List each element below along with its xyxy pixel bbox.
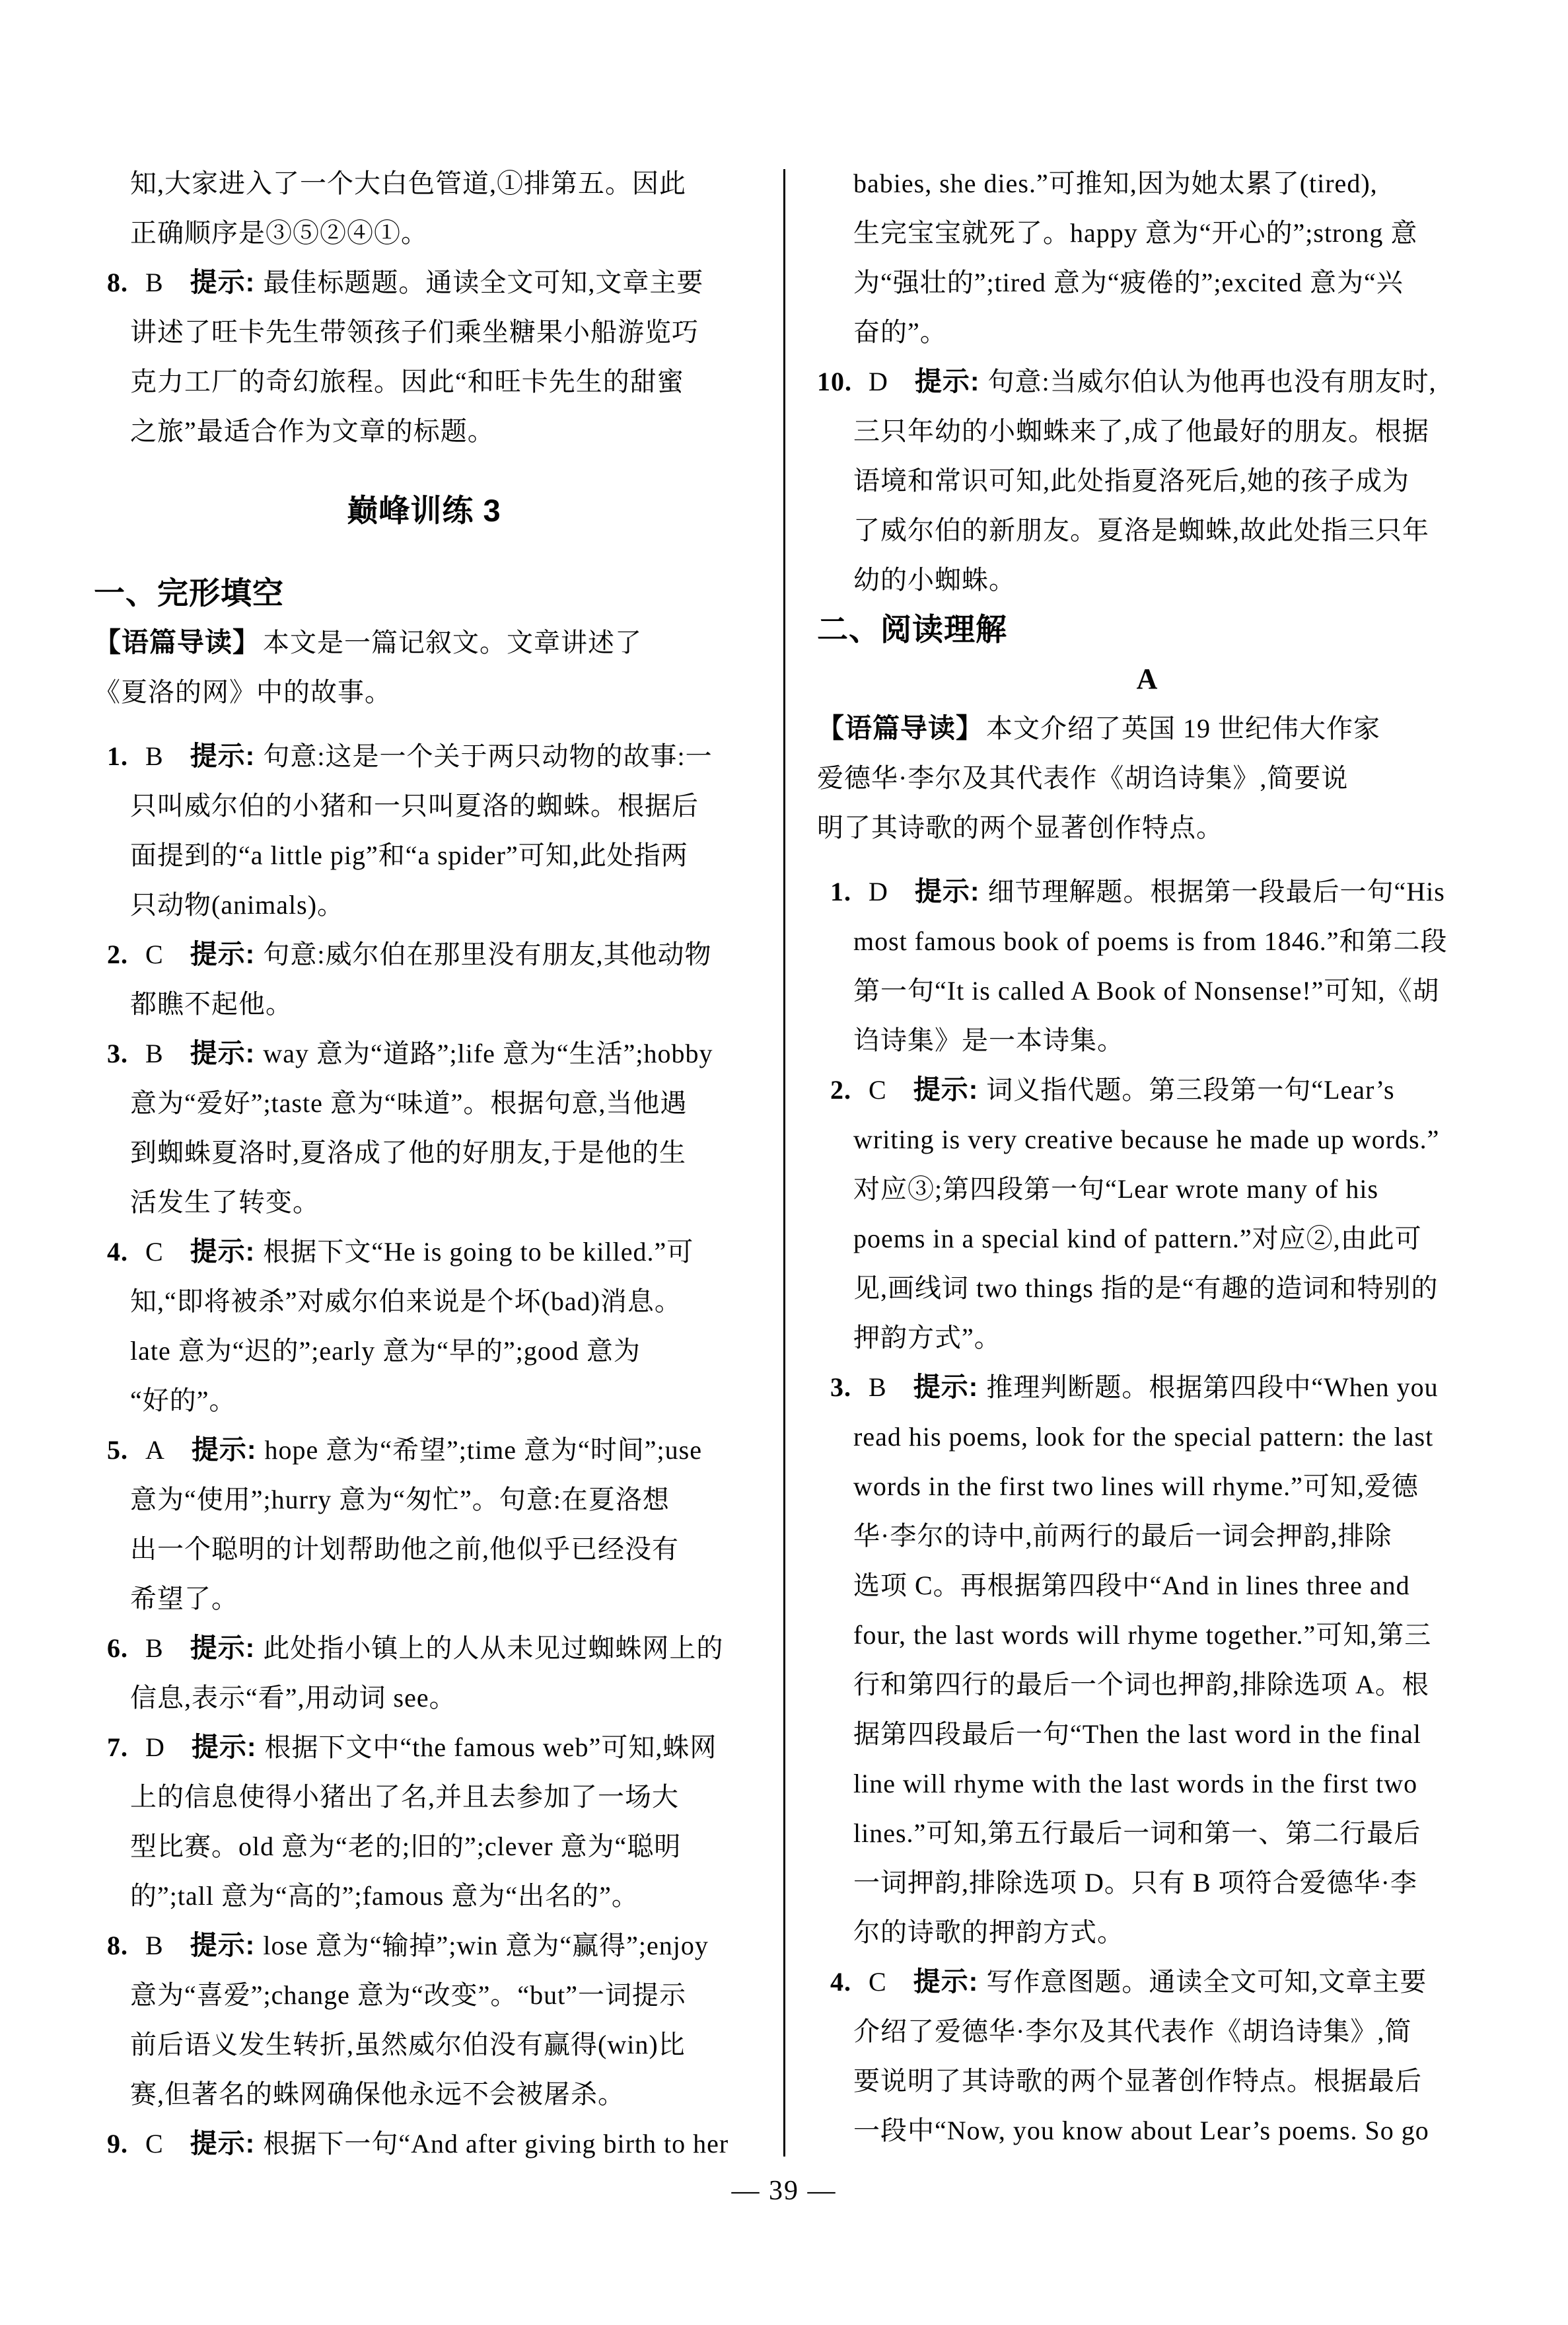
item-number: 6. bbox=[107, 1633, 128, 1663]
text-line bbox=[94, 1623, 754, 1673]
text-line: “好的”。 bbox=[130, 1385, 236, 1415]
text-line: most famous book of poems is from 1846.”和第二段 bbox=[853, 926, 1448, 956]
hint-label: 提示: bbox=[914, 876, 980, 906]
text-line: 信息,表示“看”,用动词 see。 bbox=[130, 1683, 456, 1713]
explanation-text: 本文是一篇记叙文。文章讲述了 bbox=[263, 628, 642, 657]
text-line: line will rhyme with the last words in the first two bbox=[853, 1769, 1418, 1798]
item-number: 7. bbox=[107, 1732, 128, 1762]
column-divider-line bbox=[783, 169, 785, 2157]
right-column bbox=[817, 159, 1478, 2155]
answer-item bbox=[94, 1623, 754, 1722]
text-line: 意为“使用”;hurry 意为“匆忙”。句意:在夏洛想 bbox=[130, 1485, 670, 1514]
answer-letter: B bbox=[869, 1372, 887, 1402]
text-line bbox=[817, 1362, 1478, 1412]
text-line: writing is very creative because he made up words.” bbox=[853, 1125, 1440, 1154]
explanation-text: 此处指小镇上的人从未见过蜘蛛网上的 bbox=[263, 1633, 724, 1663]
text-line: 对应③;第四段第一句“Lear wrote many of his bbox=[853, 1174, 1379, 1204]
text-line: 型比赛。old 意为“老的;旧的”;clever 意为“聪明 bbox=[130, 1831, 682, 1861]
text-line: 诌诗集》是一本诗集。 bbox=[853, 1025, 1124, 1055]
left-column bbox=[94, 159, 754, 2168]
hint-label: 提示: bbox=[913, 1372, 979, 1402]
explanation-text: 句意:这是一个关于两只动物的故事:一 bbox=[263, 741, 713, 771]
continuation-paragraph bbox=[817, 159, 1478, 357]
answer-letter: B bbox=[145, 268, 164, 297]
text-line: 意为“喜爱”;change 意为“改变”。“but”一词提示 bbox=[130, 1980, 687, 2010]
answer-item bbox=[94, 1722, 754, 1921]
text-line: 《夏洛的网》中的故事。 bbox=[94, 677, 392, 707]
hint-label: 提示: bbox=[190, 741, 256, 771]
text-line: poems in a special kind of pattern.”对应②,由此可 bbox=[853, 1224, 1422, 1253]
text-line: 尔的诗歌的押韵方式。 bbox=[853, 1917, 1124, 1947]
explanation-text: hope 意为“希望”;time 意为“时间”;use bbox=[264, 1435, 702, 1465]
text-line: 出一个聪明的计划帮助他之前,他似乎已经没有 bbox=[130, 1534, 679, 1564]
answer-item bbox=[94, 258, 754, 456]
text-line bbox=[94, 258, 754, 307]
answer-letter: B bbox=[145, 741, 164, 771]
text-line: 活发生了转变。 bbox=[130, 1187, 320, 1217]
text-line bbox=[94, 731, 754, 781]
intro-label: 【语篇导读】 bbox=[94, 627, 260, 657]
text-line: 面提到的“a little pig”和“a spider”可知,此处指两 bbox=[130, 840, 688, 870]
answer-letter: B bbox=[145, 1633, 164, 1663]
answer-item bbox=[94, 1921, 754, 2119]
answer-letter: A bbox=[145, 1435, 165, 1465]
text-line: 意为“爱好”;taste 意为“味道”。根据句意,当他遇 bbox=[130, 1088, 688, 1118]
text-line: 三只年幼的小蜘蛛来了,成了他最好的朋友。根据 bbox=[853, 416, 1429, 446]
answer-letter: C bbox=[869, 1075, 887, 1105]
item-number: 4. bbox=[830, 1967, 851, 1997]
text-line: 介绍了爱德华·李尔及其代表作《胡诌诗集》,简 bbox=[853, 2016, 1412, 2046]
hint-label: 提示: bbox=[191, 1732, 257, 1762]
text-line: 讲述了旺卡先生带领孩子们乘坐糖果小船游览巧 bbox=[130, 317, 699, 347]
text-line: 之旅”最适合作为文章的标题。 bbox=[130, 416, 495, 446]
hint-label: 提示: bbox=[190, 939, 256, 969]
item-number: 10. bbox=[817, 367, 852, 396]
text-line bbox=[94, 1921, 754, 1970]
answer-item bbox=[94, 2119, 754, 2168]
explanation-text: 细节理解题。根据第一段最后一句“His bbox=[987, 877, 1445, 906]
item-number: 3. bbox=[107, 1039, 128, 1068]
explanation-text: 本文介绍了英国 19 世纪伟大作家 bbox=[986, 714, 1380, 743]
text-line bbox=[94, 2119, 754, 2168]
hint-label: 提示: bbox=[190, 1236, 256, 1267]
text-line bbox=[817, 357, 1478, 406]
text-line: 奋的”。 bbox=[853, 317, 947, 347]
item-number: 1. bbox=[830, 877, 851, 906]
text-line: 了威尔伯的新朋友。夏洛是蜘蛛,故此处指三只年 bbox=[853, 515, 1429, 545]
text-line: 希望了。 bbox=[130, 1584, 238, 1613]
hint-label: 提示: bbox=[190, 2128, 256, 2159]
continuation-paragraph bbox=[94, 159, 754, 258]
section-heading: 一、完形填空 bbox=[94, 575, 284, 610]
text-line: lines.”可知,第五行最后一词和第一、第二行最后 bbox=[853, 1818, 1421, 1848]
explanation-text: 词义指代题。第三段第一句“Lear’s bbox=[986, 1075, 1395, 1105]
text-line bbox=[94, 930, 754, 979]
answer-item bbox=[817, 1362, 1478, 1957]
item-number: 4. bbox=[107, 1237, 128, 1267]
hint-label: 提示: bbox=[191, 1434, 257, 1465]
answer-letter: D bbox=[869, 877, 888, 906]
text-line: read his poems, look for the special pattern: the last bbox=[853, 1422, 1434, 1452]
text-line: 知,“即将被杀”对威尔伯来说是个坏(bad)消息。 bbox=[130, 1286, 682, 1316]
answer-letter: C bbox=[869, 1967, 887, 1997]
item-number: 1. bbox=[107, 741, 128, 771]
explanation-text: 根据下文中“the famous web”可知,蛛网 bbox=[264, 1732, 717, 1762]
explanation-text: 写作意图题。通读全文可知,文章主要 bbox=[986, 1967, 1427, 1997]
text-line: 行和第四行的最后一个词也押韵,排除选项 A。根 bbox=[853, 1670, 1429, 1699]
explanation-text: 推理判断题。根据第四段中“When you bbox=[986, 1372, 1439, 1402]
answer-letter: D bbox=[145, 1732, 165, 1762]
item-number: 8. bbox=[107, 268, 128, 297]
text-line: 见,画线词 two things 指的是“有趣的造词和特别的 bbox=[853, 1273, 1439, 1303]
hint-label: 提示: bbox=[913, 1074, 979, 1105]
text-line: 生完宝宝就死了。happy 意为“开心的”;strong 意 bbox=[853, 218, 1418, 248]
text-line: 明了其诗歌的两个显著创作特点。 bbox=[817, 813, 1223, 842]
text-line: 幼的小蜘蛛。 bbox=[853, 565, 1016, 595]
text-line: four, the last words will rhyme together.”可知,第三 bbox=[853, 1620, 1432, 1650]
answer-letter: C bbox=[145, 1237, 164, 1267]
text-line: 正确顺序是③⑤②④①。 bbox=[130, 218, 428, 248]
text-line bbox=[94, 1029, 754, 1078]
answer-item bbox=[817, 1065, 1478, 1362]
text-line: 一段中“Now, you know about Lear’s poems. So go bbox=[853, 2116, 1429, 2145]
answer-item bbox=[817, 867, 1478, 1065]
text-line: 选项 C。再根据第四段中“And in lines three and bbox=[853, 1570, 1410, 1600]
answer-item bbox=[94, 1029, 754, 1227]
text-line: 都瞧不起他。 bbox=[130, 989, 293, 1019]
answer-letter: C bbox=[145, 940, 164, 969]
text-line: 为“强壮的”;tired 意为“疲倦的”;excited 意为“兴 bbox=[853, 268, 1404, 297]
explanation-text: 最佳标题题。通读全文可知,文章主要 bbox=[263, 268, 704, 297]
text-line: 爱德华·李尔及其代表作《胡诌诗集》,简要说 bbox=[817, 763, 1349, 793]
text-line bbox=[94, 1227, 754, 1276]
passage-intro bbox=[94, 618, 754, 717]
text-line: 华·李尔的诗中,前两行的最后一词会押韵,排除 bbox=[853, 1521, 1392, 1551]
text-line bbox=[94, 1722, 754, 1772]
text-line bbox=[94, 1425, 754, 1475]
item-number: 2. bbox=[830, 1075, 851, 1105]
exercise-title: 巅峰训练 3 bbox=[347, 493, 501, 528]
text-line bbox=[817, 704, 1478, 753]
text-line bbox=[817, 1065, 1478, 1115]
text-line: words in the first two lines will rhyme.”可知,爱德 bbox=[853, 1471, 1419, 1501]
hint-label: 提示: bbox=[190, 1930, 256, 1960]
answer-item bbox=[94, 930, 754, 1029]
hint-label: 提示: bbox=[190, 1633, 256, 1663]
text-line: 要说明了其诗歌的两个显著创作特点。根据最后 bbox=[853, 2066, 1422, 2096]
answer-item bbox=[94, 1227, 754, 1425]
answer-item bbox=[817, 357, 1478, 605]
hint-label: 提示: bbox=[190, 267, 256, 297]
text-line: 只动物(animals)。 bbox=[130, 890, 345, 920]
text-line: 上的信息使得小猪出了名,并且去参加了一场大 bbox=[130, 1782, 679, 1812]
text-line bbox=[817, 1957, 1478, 2007]
explanation-text: 句意:威尔伯在那里没有朋友,其他动物 bbox=[263, 940, 712, 969]
text-line: 克力工厂的奇幻旅程。因此“和旺卡先生的甜蜜 bbox=[130, 367, 684, 396]
item-number: 8. bbox=[107, 1931, 128, 1960]
hint-label: 提示: bbox=[914, 366, 980, 396]
text-line: 第一句“It is called A Book of Nonsense!”可知,《胡 bbox=[853, 976, 1440, 1006]
text-line: 前后语义发生转折,虽然威尔伯没有赢得(win)比 bbox=[130, 2030, 686, 2059]
section-heading: 二、阅读理解 bbox=[817, 612, 1007, 647]
text-line bbox=[817, 867, 1478, 916]
text-line: 赛,但著名的蛛网确保他永远不会被屠杀。 bbox=[130, 2079, 625, 2109]
explanation-text: lose 意为“输掉”;win 意为“赢得”;enjoy bbox=[263, 1931, 709, 1960]
answer-letter: B bbox=[145, 1931, 164, 1960]
text-line: 只叫威尔伯的小猪和一只叫夏洛的蜘蛛。根据后 bbox=[130, 791, 699, 821]
item-number: 3. bbox=[830, 1372, 851, 1402]
answer-letter: B bbox=[145, 1039, 164, 1068]
answer-item bbox=[94, 1425, 754, 1623]
text-line: 一词押韵,排除选项 D。只有 B 项符合爱德华·李 bbox=[853, 1868, 1417, 1898]
item-number: 5. bbox=[107, 1435, 128, 1465]
intro-label: 【语篇导读】 bbox=[817, 713, 983, 743]
item-number: 9. bbox=[107, 2129, 128, 2159]
text-line: 的”;tall 意为“高的”;famous 意为“出名的”。 bbox=[130, 1881, 639, 1911]
explanation-text: 句意:当威尔伯认为他再也没有朋友时, bbox=[987, 367, 1437, 396]
text-line: 语境和常识可知,此处指夏洛死后,她的孩子成为 bbox=[853, 466, 1409, 496]
text-line: 押韵方式”。 bbox=[853, 1323, 1001, 1352]
explanation-text: way 意为“道路”;life 意为“生活”;hobby bbox=[263, 1039, 713, 1068]
hint-label: 提示: bbox=[913, 1966, 979, 1997]
passage-intro bbox=[817, 704, 1478, 852]
explanation-text: 根据下一句“And after giving birth to her bbox=[263, 2129, 729, 2159]
answer-letter: C bbox=[145, 2129, 164, 2159]
text-line: 知,大家进入了一个大白色管道,①排第五。因此 bbox=[130, 168, 686, 198]
item-number: 2. bbox=[107, 940, 128, 969]
page-number: — 39 — bbox=[731, 2176, 837, 2206]
text-line bbox=[94, 618, 754, 667]
explanation-text: 根据下文“He is going to be killed.”可 bbox=[263, 1237, 694, 1267]
answer-item bbox=[817, 1957, 1478, 2155]
hint-label: 提示: bbox=[190, 1038, 256, 1068]
text-line: late 意为“迟的”;early 意为“早的”;good 意为 bbox=[130, 1336, 641, 1366]
text-line: 到蜘蛛夏洛时,夏洛成了他的好朋友,于是他的生 bbox=[130, 1138, 686, 1167]
text-line: babies, she dies.”可推知,因为她太累了(tired), bbox=[853, 168, 1378, 198]
text-line: 据第四段最后一句“Then the last word in the final bbox=[853, 1719, 1421, 1749]
answer-item bbox=[94, 731, 754, 930]
passage-letter: A bbox=[1136, 663, 1158, 695]
answer-letter: D bbox=[869, 367, 888, 396]
